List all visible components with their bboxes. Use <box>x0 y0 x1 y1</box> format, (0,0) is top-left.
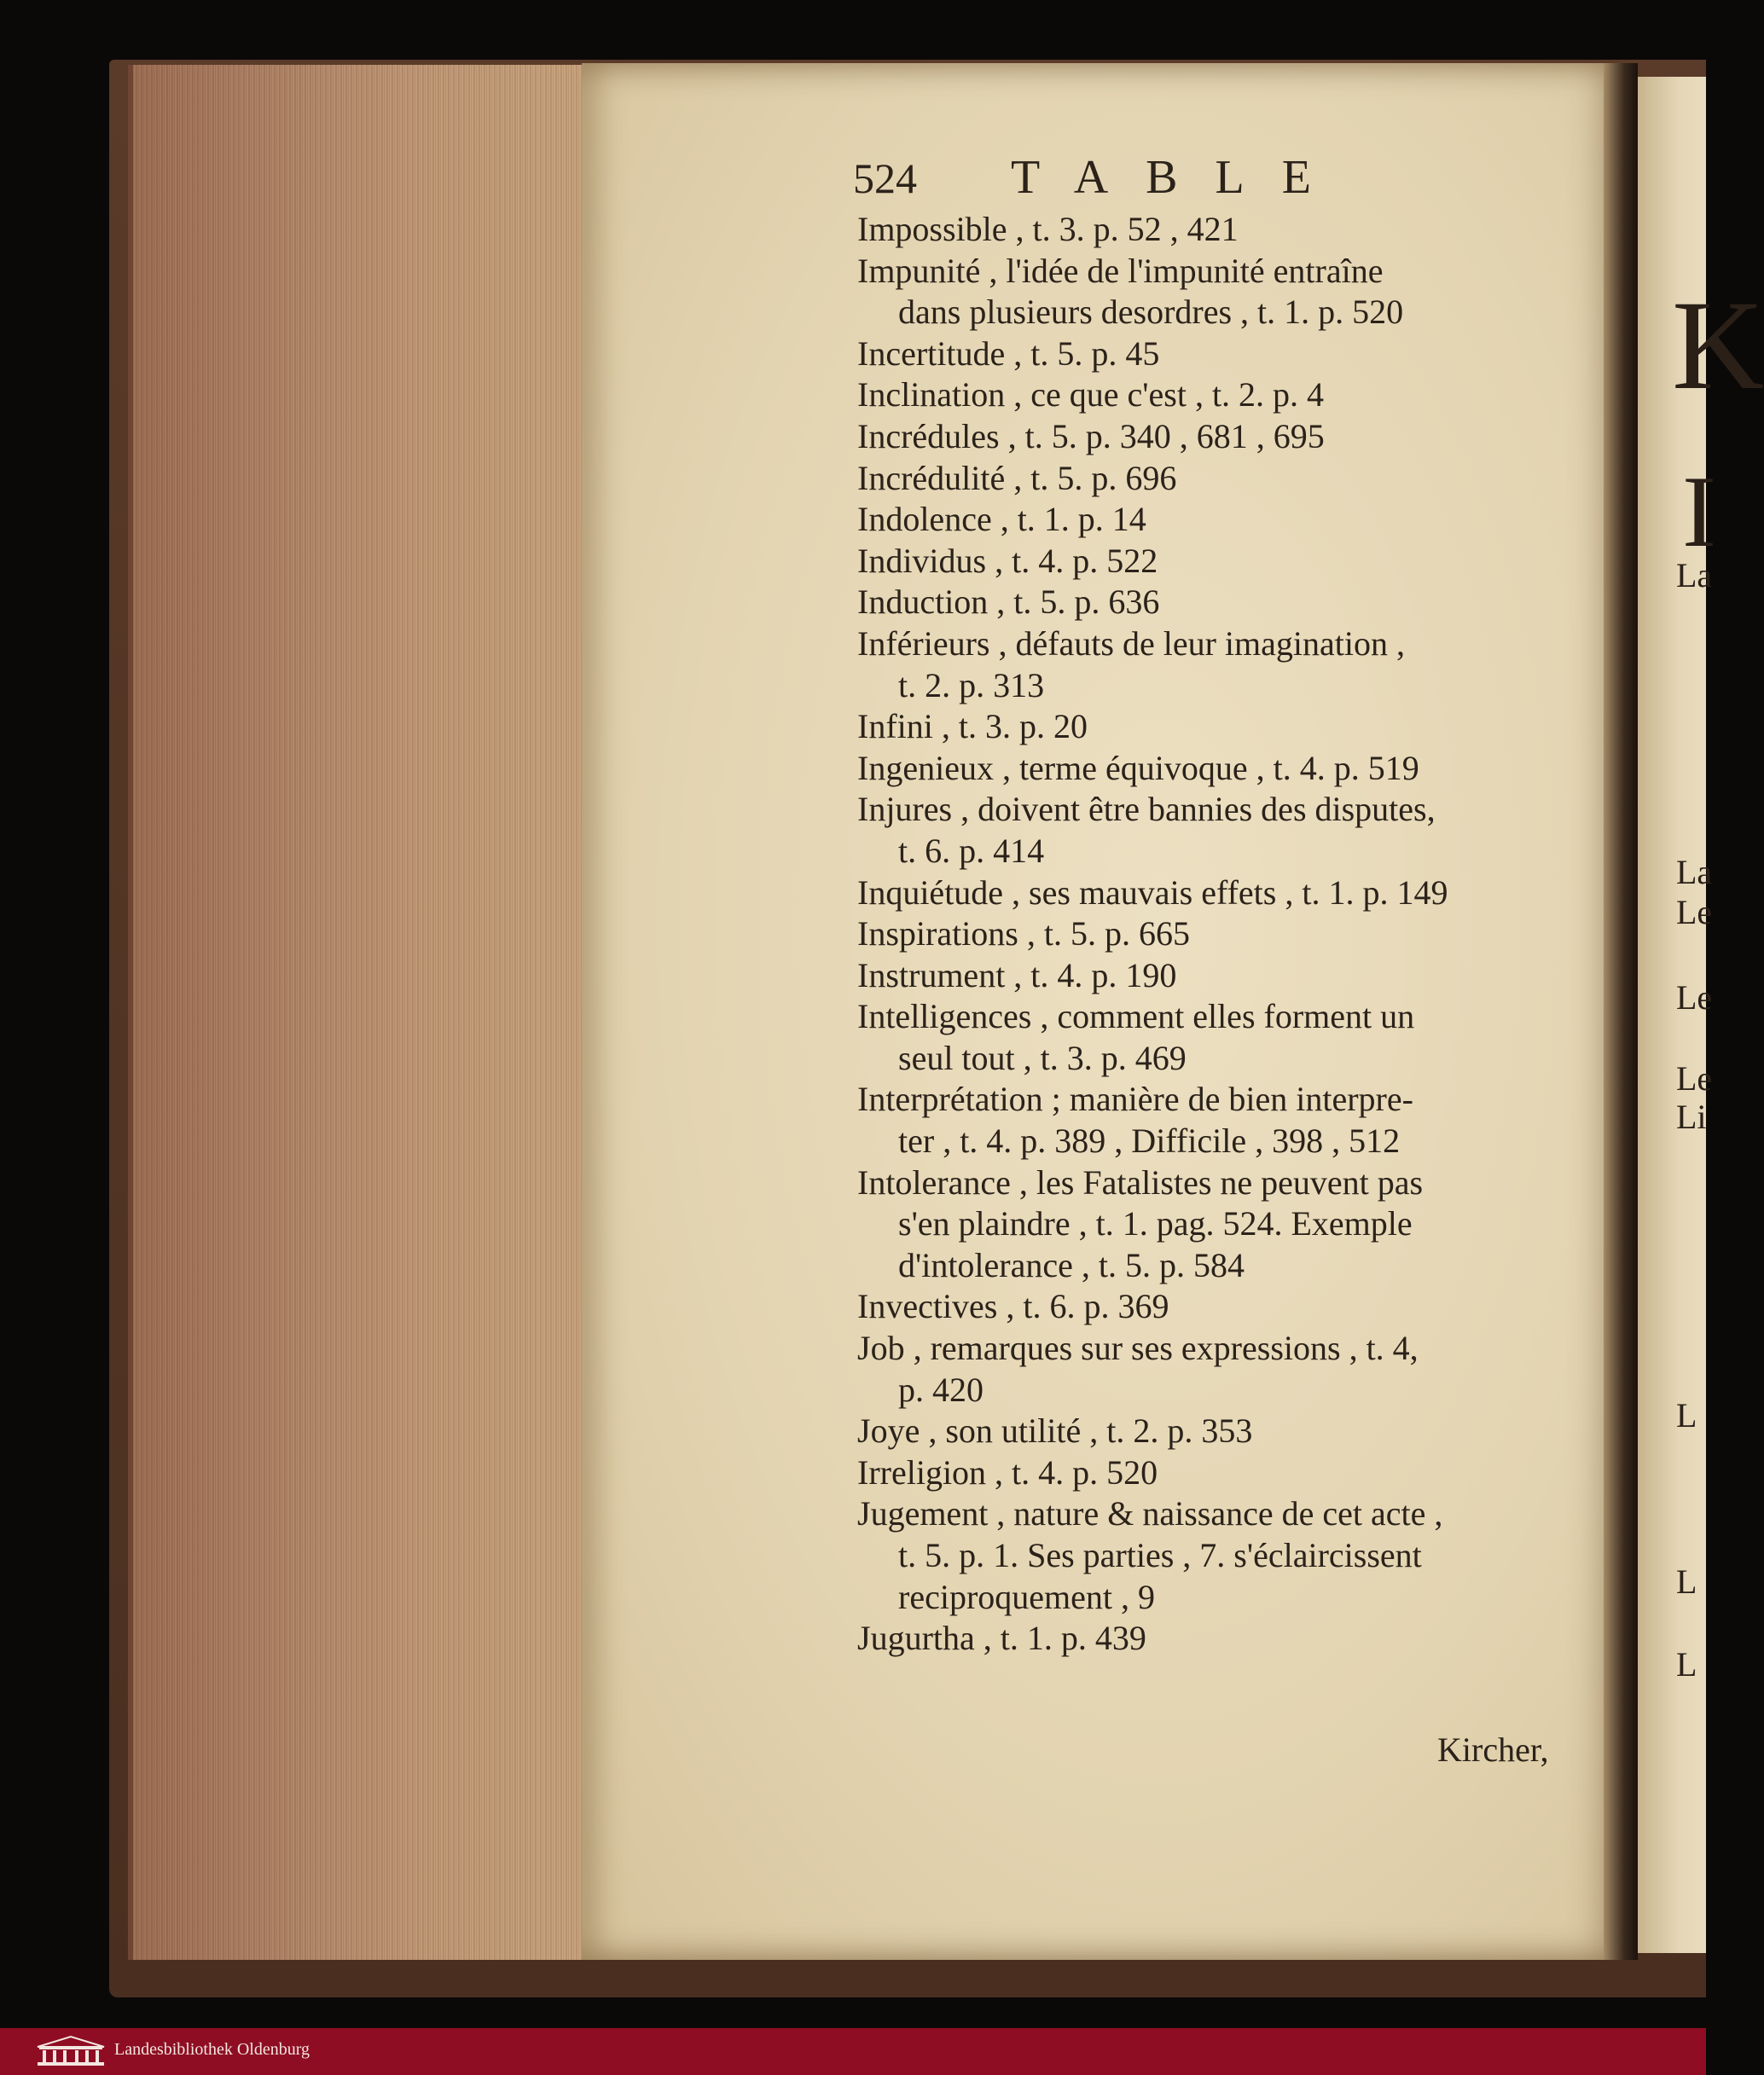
entry-line: Individus , t. 4. p. 522 <box>857 541 1158 580</box>
index-entry <box>857 955 1564 997</box>
library-building-icon <box>34 2035 107 2067</box>
index-entry <box>857 1493 1564 1618</box>
entry-line: Induction , t. 5. p. 636 <box>857 583 1160 622</box>
facing-page-fragment: L <box>1676 1562 1697 1601</box>
entry-line: Incrédules , t. 5. p. 340 , 681 , 695 <box>857 416 1325 455</box>
index-entry <box>857 416 1564 458</box>
entry-line: Jugurtha , t. 1. p. 439 <box>857 1619 1146 1658</box>
facing-page-letter: K <box>1672 275 1764 416</box>
entry-line: Inquiétude , ses mauvais effets , t. 1. p. 149 <box>857 872 1448 912</box>
index-entry <box>857 913 1564 955</box>
index-entry <box>857 374 1564 416</box>
index-entry <box>857 1162 1564 1287</box>
index-entry <box>857 499 1564 541</box>
entry-continuation-line: t. 6. p. 414 <box>898 831 1045 870</box>
facing-page-letter: I <box>1682 455 1716 568</box>
catchword: Kircher, <box>1437 1730 1549 1769</box>
index-entry <box>857 582 1564 623</box>
entry-continuation-line: reciproquement , 9 <box>898 1577 1155 1616</box>
entry-line: Inclination , ce que c'est , t. 2. p. 4 <box>857 375 1325 414</box>
index-entry <box>857 706 1564 748</box>
entry-line: Inspirations , t. 5. p. 665 <box>857 914 1190 953</box>
index-entry <box>857 996 1564 1079</box>
entry-line: Irreligion , t. 4. p. 520 <box>857 1452 1158 1492</box>
entry-line: Infini , t. 3. p. 20 <box>857 707 1088 746</box>
index-entry <box>857 1328 1564 1411</box>
book-gutter <box>1604 63 1638 1960</box>
page-number: 524 <box>853 154 917 202</box>
index-entry <box>857 1411 1564 1452</box>
index-entry <box>857 789 1564 872</box>
entry-continuation-line: p. 420 <box>898 1370 984 1409</box>
entry-continuation-line: ter , t. 4. p. 389 , Difficile , 398 , 512 <box>898 1122 1401 1161</box>
index-entries <box>857 209 1564 1660</box>
entry-line: Intelligences , comment elles forment un <box>857 997 1415 1036</box>
entry-line: Invectives , t. 6. p. 369 <box>857 1287 1169 1326</box>
index-entry <box>857 333 1564 375</box>
facing-page-fragment: Le <box>1676 893 1713 931</box>
entry-line: Inférieurs , défauts de leur imagination , <box>857 623 1405 663</box>
entry-line: Instrument , t. 4. p. 190 <box>857 955 1177 994</box>
facing-page-fragment: La <box>1676 556 1713 594</box>
facing-page-fragment: L <box>1676 1645 1697 1684</box>
index-entry <box>857 748 1564 790</box>
facing-page-fragment: Le <box>1676 1059 1713 1098</box>
entry-line: Interprétation ; manière de bien interpre- <box>857 1080 1413 1119</box>
index-entry <box>857 1452 1564 1494</box>
index-entry <box>857 872 1564 914</box>
entry-continuation-line: d'intolerance , t. 5. p. 584 <box>898 1245 1245 1284</box>
index-entry <box>857 209 1564 251</box>
index-entry <box>857 541 1564 583</box>
entry-continuation-line: t. 2. p. 313 <box>898 665 1045 704</box>
library-name: Landesbibliothek Oldenburg <box>114 2040 310 2059</box>
entry-line: Joye , son utilité , t. 2. p. 353 <box>857 1411 1253 1451</box>
facing-page-fragment: Li <box>1676 1098 1707 1136</box>
page-title: TABLE <box>1011 151 1349 204</box>
facing-page-fragment: L <box>1676 1396 1697 1435</box>
entry-line: Injures , doivent être bannies des disputes, <box>857 790 1436 829</box>
index-entry <box>857 1286 1564 1328</box>
entry-continuation-line: dans plusieurs desordres , t. 1. p. 520 <box>898 293 1404 332</box>
entry-line: Indolence , t. 1. p. 14 <box>857 500 1146 539</box>
entry-line: Intolerance , les Fatalistes ne peuvent pas <box>857 1162 1424 1202</box>
entry-line: Jugement , nature & naissance de cet acte , <box>857 1494 1443 1533</box>
index-entry <box>857 1618 1564 1660</box>
entry-line: Ingenieux , terme équivoque , t. 4. p. 519 <box>857 748 1419 787</box>
entry-continuation-line: seul tout , t. 3. p. 469 <box>898 1038 1187 1077</box>
entry-line: Impunité , l'idée de l'impunité entraîne <box>857 251 1384 290</box>
entry-line: Incertitude , t. 5. p. 45 <box>857 333 1160 373</box>
entry-line: Job , remarques sur ses expressions , t. 4, <box>857 1329 1419 1368</box>
facing-page-fragment: La <box>1676 853 1713 891</box>
index-entry <box>857 458 1564 500</box>
entry-line: Impossible , t. 3. p. 52 , 421 <box>857 210 1239 248</box>
index-entry <box>857 623 1564 706</box>
entry-line: Incrédulité , t. 5. p. 696 <box>857 458 1177 497</box>
index-entry <box>857 251 1564 333</box>
entry-continuation-line: s'en plaindre , t. 1. pag. 524. Exemple <box>898 1204 1413 1243</box>
library-footer-bar <box>0 2028 1706 2075</box>
entry-continuation-line: t. 5. p. 1. Ses parties , 7. s'éclaircissent <box>898 1536 1422 1574</box>
facing-page-fragment: Le <box>1676 978 1713 1017</box>
running-header <box>853 151 1552 208</box>
index-entry <box>857 1079 1564 1162</box>
page-block-edges <box>128 65 587 1960</box>
